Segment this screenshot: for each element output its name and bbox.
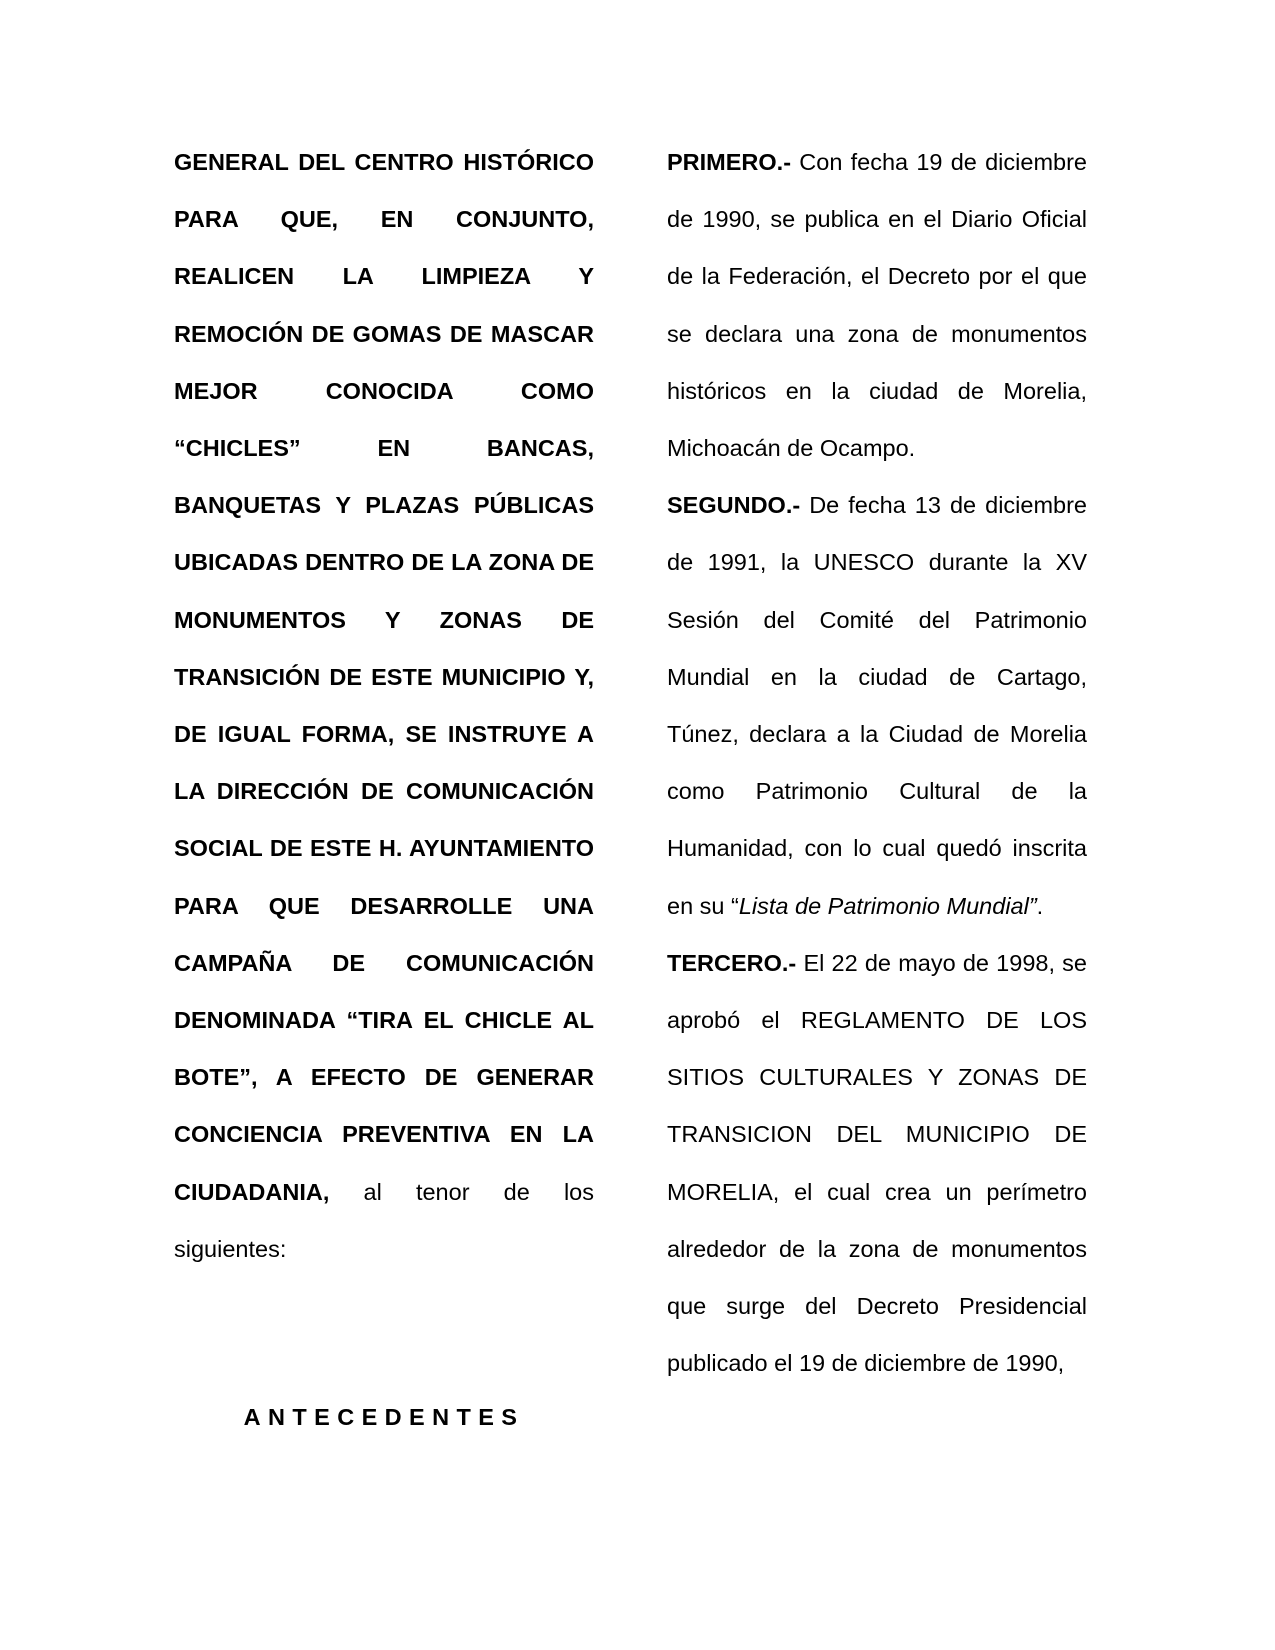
section-heading: ANTECEDENTES (243, 1404, 525, 1430)
antecedent-segundo (667, 477, 1087, 935)
left-column (174, 134, 594, 1278)
segundo-text: De fecha 13 de diciembre de 1991, la UNESCO durante la XV Sesión del Comité del Patrimonio Mundial en la ciudad de Cartago, Túnez, declara a la Ciudad de Morelia como Patrimonio Cultural de la Humanidad, con lo cual quedó inscrita en su “ (667, 492, 1087, 919)
antecedent-tercero (667, 935, 1087, 1393)
tercero-text: El 22 de mayo de 1998, se aprobó el REGLAMENTO DE LOS SITIOS CULTURALES Y ZONAS DE TRANSICION DEL MUNICIPIO DE MORELIA, el cual crea un perímetro alrededor de la zona de monumentos que surge del Decreto Presidencial publicado el 19 de diciembre de 1990, (667, 949, 1087, 1377)
tercero-label: TERCERO.- (667, 949, 797, 976)
right-column (667, 134, 1087, 1392)
segundo-italic-text: Lista de Patrimonio Mundial” (738, 892, 1037, 919)
segundo-label: SEGUNDO.- (667, 492, 801, 519)
resolution-paragraph (174, 134, 594, 1278)
resolution-bold-text: GENERAL DEL CENTRO HISTÓRICO PARA QUE, EN CONJUNTO, REALICEN LA LIMPIEZA Y REMOCIÓN DE GOMAS DE MASCAR MEJOR CONOCIDA COMO “CHICLES” EN BANCAS, BANQUETAS Y PLAZAS PÚBLICAS UBICADAS DENTRO DE LA ZONA DE MONUMENTOS Y ZONAS DE TRANSICIÓN DE ESTE MUNICIPIO Y, DE IGUAL FORMA, SE INSTRUYE A LA DIRECCIÓN DE COMUNICACIÓN SOCIAL DE ESTE H. AYUNTAMIENTO PARA QUE DESARROLLE UNA CAMPAÑA DE COMUNICACIÓN DENOMINADA “TIRA EL CHICLE AL BOTE”, A EFECTO DE GENERAR CONCIENCIA PREVENTIVA EN LA CIUDADANIA, (174, 149, 594, 1205)
resolution-plain-text: al tenor de los siguientes: (174, 1178, 594, 1262)
antecedent-primero (667, 134, 1087, 477)
segundo-end: . (1036, 892, 1044, 919)
primero-label: PRIMERO.- (667, 149, 792, 175)
primero-text: Con fecha 19 de diciembre de 1990, se publica en el Diario Oficial de la Federación, el Decreto por el que se declara una zona de monumentos históricos en la ciudad de Morelia, Michoacán de Ocampo. (667, 149, 1087, 462)
